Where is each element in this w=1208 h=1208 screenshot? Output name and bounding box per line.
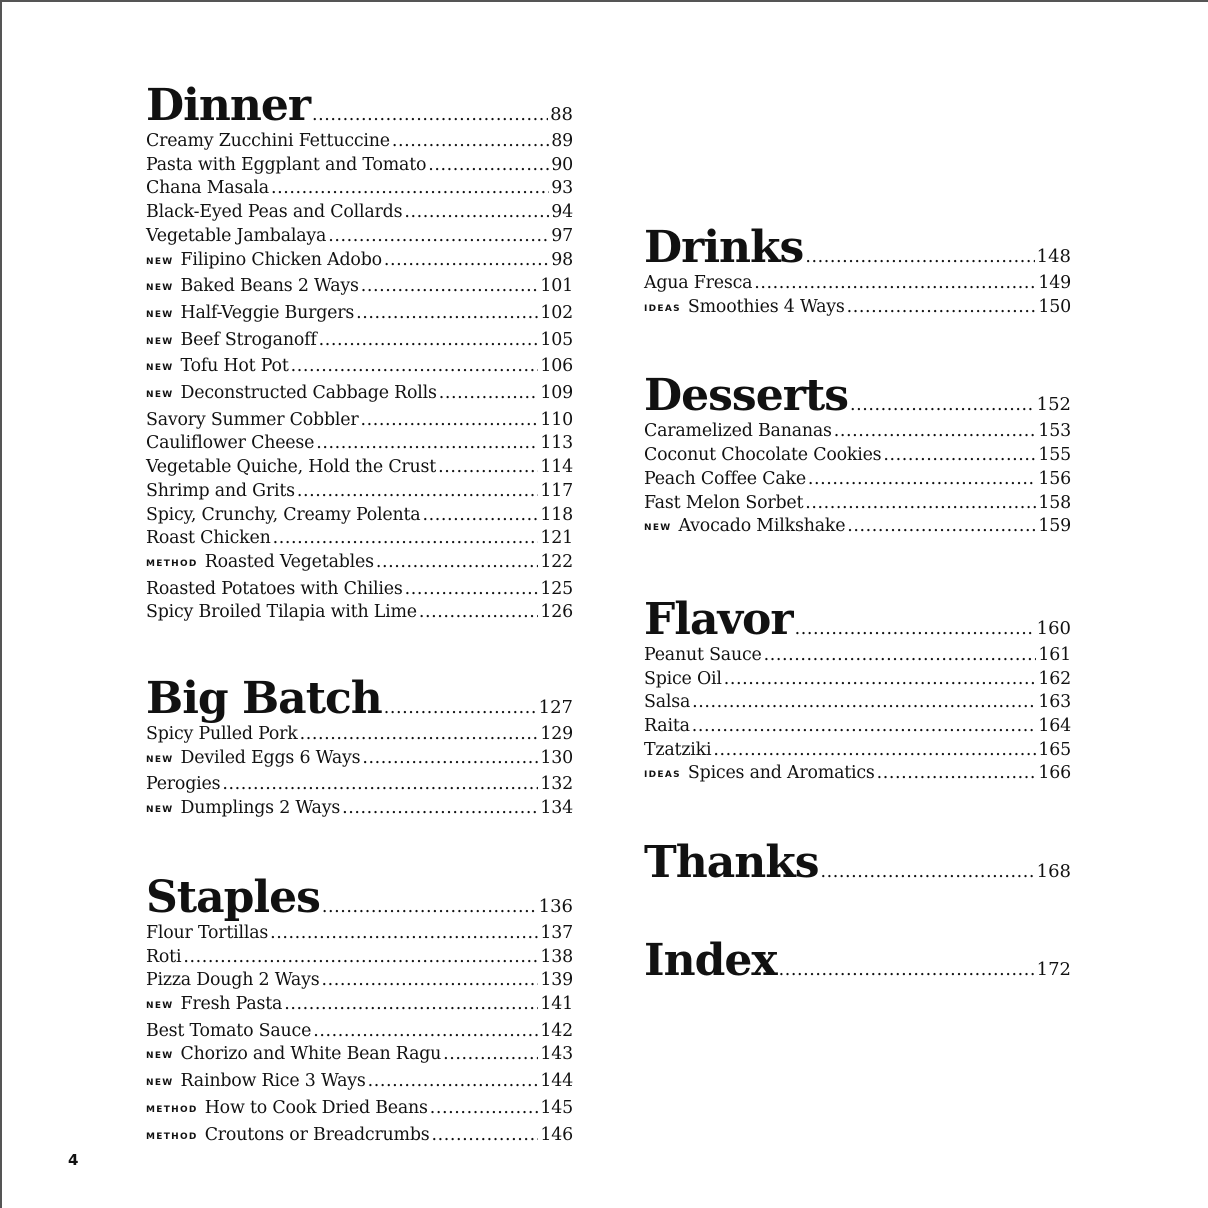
entry-title: Beef Stroganoff bbox=[180, 329, 317, 350]
entry-page-number: 163 bbox=[1038, 692, 1071, 713]
toc-entry bbox=[146, 1097, 573, 1124]
dot-leader bbox=[428, 154, 549, 178]
section-title: Desserts bbox=[644, 370, 848, 422]
entry-title: Deconstructed Cabbage Rolls bbox=[180, 383, 437, 404]
dot-leader bbox=[439, 382, 539, 406]
toc-entry bbox=[644, 272, 1071, 296]
entry-page-number: 129 bbox=[540, 724, 573, 745]
entry-title: Roti bbox=[146, 946, 182, 967]
dot-leader bbox=[368, 1070, 539, 1094]
entry-title: Tofu Hot Pot bbox=[180, 356, 289, 377]
page-number: 4 bbox=[68, 1151, 79, 1169]
entry-tag: METHOD bbox=[146, 1104, 198, 1115]
entry-page-number: 156 bbox=[1038, 468, 1071, 489]
dot-leader bbox=[724, 668, 1037, 692]
entry-page-number: 146 bbox=[540, 1124, 573, 1145]
entry-page-number: 97 bbox=[551, 225, 573, 246]
dot-leader bbox=[713, 739, 1036, 763]
toc-entry bbox=[146, 993, 573, 1020]
entry-title: Savory Summer Cobbler bbox=[146, 409, 359, 430]
entry-title: Avocado Milkshake bbox=[678, 516, 846, 537]
entry-page-number: 161 bbox=[1038, 644, 1071, 665]
dot-leader bbox=[284, 993, 538, 1017]
dot-leader bbox=[300, 723, 539, 747]
entry-page-number: 126 bbox=[540, 602, 573, 623]
entry-tag: NEW bbox=[146, 805, 174, 816]
entry-page-number: 142 bbox=[540, 1020, 573, 1041]
entry-page-number: 149 bbox=[1038, 273, 1071, 293]
entry-page-number: 137 bbox=[540, 922, 573, 943]
toc-entry bbox=[146, 578, 573, 602]
section-heading bbox=[644, 593, 1071, 645]
entry-page-number: 141 bbox=[540, 993, 573, 1014]
entry-page-number: 118 bbox=[540, 504, 573, 525]
dot-leader bbox=[312, 103, 548, 127]
entry-title: Caramelized Bananas bbox=[644, 421, 832, 442]
entry-tag: NEW bbox=[146, 283, 174, 294]
entry-page-number: 125 bbox=[540, 578, 573, 599]
entry-title: Pasta with Eggplant and Tomato bbox=[146, 154, 427, 175]
toc-entry bbox=[644, 762, 1071, 789]
toc-entry bbox=[146, 130, 573, 154]
entry-title: Creamy Zucchini Fettuccine bbox=[146, 131, 390, 151]
dot-leader bbox=[360, 409, 538, 433]
section-index bbox=[644, 935, 1071, 987]
entry-page-number: 109 bbox=[540, 383, 573, 404]
section-page-number: 127 bbox=[538, 697, 573, 719]
toc-column-right bbox=[644, 222, 1071, 987]
entry-title: Cauliflower Cheese bbox=[146, 433, 315, 454]
entry-title: Spicy Broiled Tilapia with Lime bbox=[146, 602, 417, 623]
entry-title: Peanut Sauce bbox=[644, 644, 762, 665]
entry-page-number: 94 bbox=[551, 202, 573, 223]
section-desserts bbox=[644, 370, 1071, 542]
dot-leader bbox=[754, 272, 1036, 296]
section-title: Flavor bbox=[644, 593, 793, 645]
entry-page-number: 98 bbox=[551, 249, 573, 270]
entry-page-number: 122 bbox=[540, 551, 573, 572]
toc-column-left bbox=[146, 80, 573, 1150]
entry-page-number: 89 bbox=[551, 131, 573, 151]
entry-tag: NEW bbox=[146, 363, 174, 374]
section-dinner bbox=[146, 80, 573, 625]
dot-leader bbox=[322, 895, 537, 919]
entry-page-number: 144 bbox=[540, 1071, 573, 1092]
toc-entry bbox=[146, 922, 573, 946]
dot-leader bbox=[430, 1097, 539, 1121]
entry-page-number: 155 bbox=[1038, 445, 1071, 466]
toc-entry bbox=[644, 492, 1071, 516]
dot-leader bbox=[422, 504, 538, 528]
entry-title: Perogies bbox=[146, 774, 221, 795]
entry-title: Baked Beans 2 Ways bbox=[180, 276, 359, 297]
entry-page-number: 153 bbox=[1038, 421, 1071, 442]
toc-entry bbox=[644, 420, 1071, 444]
toc-entry bbox=[146, 432, 573, 456]
entry-page-number: 110 bbox=[540, 409, 573, 430]
entry-page-number: 159 bbox=[1038, 516, 1071, 537]
entry-page-number: 106 bbox=[540, 356, 573, 377]
toc-entry bbox=[644, 739, 1071, 763]
entry-title: Deviled Eggs 6 Ways bbox=[180, 747, 361, 768]
entry-title: Spicy, Crunchy, Creamy Polenta bbox=[146, 504, 421, 525]
section-page-number: 168 bbox=[1036, 861, 1071, 883]
section-staples bbox=[146, 871, 573, 1150]
entry-title: How to Cook Dried Beans bbox=[204, 1097, 428, 1118]
entry-title: Vegetable Quiche, Hold the Crust bbox=[146, 457, 437, 478]
section-page-number: 136 bbox=[538, 895, 573, 917]
section-heading bbox=[644, 370, 1071, 422]
toc-entry bbox=[146, 747, 573, 774]
toc-entry bbox=[644, 715, 1071, 739]
toc-entry bbox=[644, 296, 1071, 323]
entry-page-number: 143 bbox=[540, 1044, 573, 1065]
entry-page-number: 101 bbox=[540, 276, 573, 297]
section-title: Index bbox=[644, 935, 777, 987]
entry-page-number: 102 bbox=[540, 302, 573, 323]
entry-title: Roast Chicken bbox=[146, 528, 271, 549]
toc-entry bbox=[146, 723, 573, 747]
entry-tag: IDEAS bbox=[644, 770, 681, 781]
dot-leader bbox=[850, 393, 1035, 417]
toc-entry bbox=[644, 444, 1071, 468]
dot-leader bbox=[384, 696, 537, 720]
entry-title: Roasted Vegetables bbox=[204, 551, 374, 572]
entry-tag: NEW bbox=[146, 754, 174, 765]
entry-title: Tzatziki bbox=[644, 739, 712, 760]
section-heading bbox=[146, 871, 573, 923]
dot-leader bbox=[270, 922, 538, 946]
dot-leader bbox=[808, 468, 1036, 492]
dot-leader bbox=[847, 296, 1037, 320]
toc-entry bbox=[644, 668, 1071, 692]
entry-tag: NEW bbox=[146, 336, 174, 347]
entry-title: Chana Masala bbox=[146, 178, 269, 199]
dot-leader bbox=[316, 432, 538, 456]
entry-tag: NEW bbox=[146, 390, 174, 401]
entry-tag: NEW bbox=[146, 1078, 174, 1089]
entry-title: Roasted Potatoes with Chilies bbox=[146, 578, 403, 599]
section-heading bbox=[146, 673, 573, 725]
entry-title: Spice Oil bbox=[644, 668, 722, 689]
toc-entry bbox=[146, 969, 573, 993]
dot-leader bbox=[361, 275, 539, 299]
toc-entry bbox=[146, 225, 573, 249]
toc-entry bbox=[644, 691, 1071, 715]
dot-leader bbox=[438, 456, 538, 480]
entry-tag: METHOD bbox=[146, 558, 198, 569]
dot-leader bbox=[183, 946, 538, 970]
toc-entry bbox=[146, 275, 573, 302]
toc-entry bbox=[146, 946, 573, 970]
entry-page-number: 164 bbox=[1038, 716, 1071, 737]
dot-leader bbox=[342, 797, 538, 821]
entry-page-number: 114 bbox=[540, 457, 573, 478]
entry-page-number: 105 bbox=[540, 329, 573, 350]
entry-title: Spices and Aromatics bbox=[687, 763, 875, 784]
entry-title: Croutons or Breadcrumbs bbox=[204, 1124, 430, 1145]
entry-title: Raita bbox=[644, 716, 690, 737]
dot-leader bbox=[404, 201, 549, 225]
dot-leader bbox=[328, 225, 549, 249]
entry-title: Rainbow Rice 3 Ways bbox=[180, 1071, 366, 1092]
entry-tag: METHOD bbox=[146, 1131, 198, 1142]
dot-leader bbox=[376, 551, 539, 575]
entry-page-number: 121 bbox=[540, 528, 573, 549]
dot-leader bbox=[883, 444, 1036, 468]
section-title: Big Batch bbox=[146, 673, 382, 725]
entry-page-number: 113 bbox=[540, 433, 573, 454]
toc-entry bbox=[644, 515, 1071, 542]
dot-leader bbox=[443, 1043, 538, 1067]
toc-entry bbox=[146, 1020, 573, 1044]
toc-entry bbox=[146, 382, 573, 409]
section-title: Staples bbox=[146, 871, 320, 923]
section-heading bbox=[644, 222, 1071, 273]
entry-page-number: 139 bbox=[540, 970, 573, 991]
entry-title: Best Tomato Sauce bbox=[146, 1020, 312, 1041]
entry-title: Pizza Dough 2 Ways bbox=[146, 970, 320, 991]
toc-entry bbox=[146, 601, 573, 625]
dot-leader bbox=[432, 1124, 539, 1148]
entry-page-number: 90 bbox=[551, 154, 573, 175]
toc-entry bbox=[146, 201, 573, 225]
dot-leader bbox=[273, 527, 539, 551]
dot-leader bbox=[795, 617, 1035, 641]
dot-leader bbox=[805, 245, 1034, 269]
toc-entry bbox=[146, 480, 573, 504]
entry-page-number: 162 bbox=[1038, 668, 1071, 689]
entry-title: Vegetable Jambalaya bbox=[146, 225, 327, 246]
section-heading bbox=[644, 837, 1071, 889]
toc-entry bbox=[146, 1124, 573, 1151]
entry-page-number: 134 bbox=[540, 798, 573, 819]
section-page-number: 88 bbox=[550, 104, 573, 125]
dot-leader bbox=[764, 644, 1037, 668]
entry-page-number: 93 bbox=[551, 178, 573, 199]
dot-leader bbox=[291, 355, 539, 379]
section-title: Drinks bbox=[644, 222, 804, 273]
dot-leader bbox=[392, 130, 549, 154]
toc-entry bbox=[146, 456, 573, 480]
section-page-number: 160 bbox=[1036, 617, 1071, 639]
entry-tag: NEW bbox=[644, 523, 672, 534]
toc-entry bbox=[146, 527, 573, 551]
section-heading bbox=[146, 80, 573, 131]
toc-entry bbox=[146, 249, 573, 276]
entry-tag: IDEAS bbox=[644, 303, 681, 314]
toc-entry bbox=[146, 773, 573, 797]
dot-leader bbox=[356, 302, 538, 326]
entry-title: Fresh Pasta bbox=[180, 993, 283, 1014]
dot-leader bbox=[877, 762, 1037, 786]
entry-title: Black-Eyed Peas and Collards bbox=[146, 202, 403, 223]
dot-leader bbox=[419, 601, 539, 625]
entry-title: Half-Veggie Burgers bbox=[180, 302, 355, 323]
toc-entry bbox=[146, 409, 573, 433]
dot-leader bbox=[384, 249, 549, 273]
entry-tag: NEW bbox=[146, 309, 174, 320]
toc-entry bbox=[146, 302, 573, 329]
entry-tag: NEW bbox=[146, 1000, 174, 1011]
entry-page-number: 117 bbox=[540, 480, 573, 501]
entry-title: Shrimp and Grits bbox=[146, 480, 295, 501]
toc-entry bbox=[146, 355, 573, 382]
entry-page-number: 150 bbox=[1038, 296, 1071, 317]
dot-leader bbox=[222, 773, 538, 797]
toc-entry bbox=[146, 1070, 573, 1097]
section-flavor bbox=[644, 593, 1071, 789]
toc-entry bbox=[146, 154, 573, 178]
dot-leader bbox=[271, 177, 549, 201]
section-page-number: 148 bbox=[1036, 246, 1071, 267]
toc-entry bbox=[146, 1043, 573, 1070]
entry-title: Spicy Pulled Pork bbox=[146, 724, 298, 745]
entry-tag: NEW bbox=[146, 1051, 174, 1062]
toc-entry bbox=[146, 177, 573, 201]
entry-page-number: 132 bbox=[540, 774, 573, 795]
dot-leader bbox=[362, 747, 538, 771]
dot-leader bbox=[692, 715, 1037, 739]
toc-entry bbox=[644, 468, 1071, 492]
dot-leader bbox=[847, 515, 1036, 539]
entry-page-number: 165 bbox=[1038, 739, 1071, 760]
section-page-number: 152 bbox=[1036, 394, 1071, 416]
entry-title: Dumplings 2 Ways bbox=[180, 798, 341, 819]
entry-page-number: 130 bbox=[540, 747, 573, 768]
dot-leader bbox=[319, 329, 539, 353]
entry-page-number: 158 bbox=[1038, 492, 1071, 513]
section-title: Thanks bbox=[644, 837, 819, 889]
toc-entry bbox=[644, 644, 1071, 668]
entry-tag: NEW bbox=[146, 256, 174, 267]
dot-leader bbox=[405, 578, 539, 602]
dot-leader bbox=[779, 958, 1035, 982]
section-big-batch bbox=[146, 673, 573, 824]
entry-page-number: 145 bbox=[540, 1097, 573, 1118]
toc-entry bbox=[146, 551, 573, 578]
dot-leader bbox=[692, 691, 1036, 715]
dot-leader bbox=[834, 420, 1037, 444]
entry-title: Chorizo and White Bean Ragu bbox=[180, 1044, 442, 1065]
dot-leader bbox=[297, 480, 539, 504]
section-heading bbox=[644, 935, 1071, 987]
entry-title: Coconut Chocolate Cookies bbox=[644, 445, 882, 466]
entry-title: Flour Tortillas bbox=[146, 922, 269, 943]
entry-title: Agua Fresca bbox=[644, 273, 753, 293]
dot-leader bbox=[805, 492, 1036, 516]
entry-title: Filipino Chicken Adobo bbox=[180, 249, 382, 270]
section-page-number: 172 bbox=[1036, 959, 1071, 981]
dot-leader bbox=[313, 1020, 538, 1044]
entry-title: Peach Coffee Cake bbox=[644, 468, 806, 489]
entry-page-number: 138 bbox=[540, 946, 573, 967]
toc-entry bbox=[146, 329, 573, 356]
entry-title: Salsa bbox=[644, 692, 691, 713]
dot-leader bbox=[821, 860, 1035, 884]
entry-page-number: 166 bbox=[1038, 763, 1071, 784]
entry-title: Smoothies 4 Ways bbox=[687, 296, 845, 317]
toc-entry bbox=[146, 797, 573, 824]
section-drinks bbox=[644, 222, 1071, 322]
section-title: Dinner bbox=[146, 80, 311, 131]
entry-title: Fast Melon Sorbet bbox=[644, 492, 804, 513]
dot-leader bbox=[321, 969, 538, 993]
toc-entry bbox=[146, 504, 573, 528]
section-thanks bbox=[644, 837, 1071, 889]
